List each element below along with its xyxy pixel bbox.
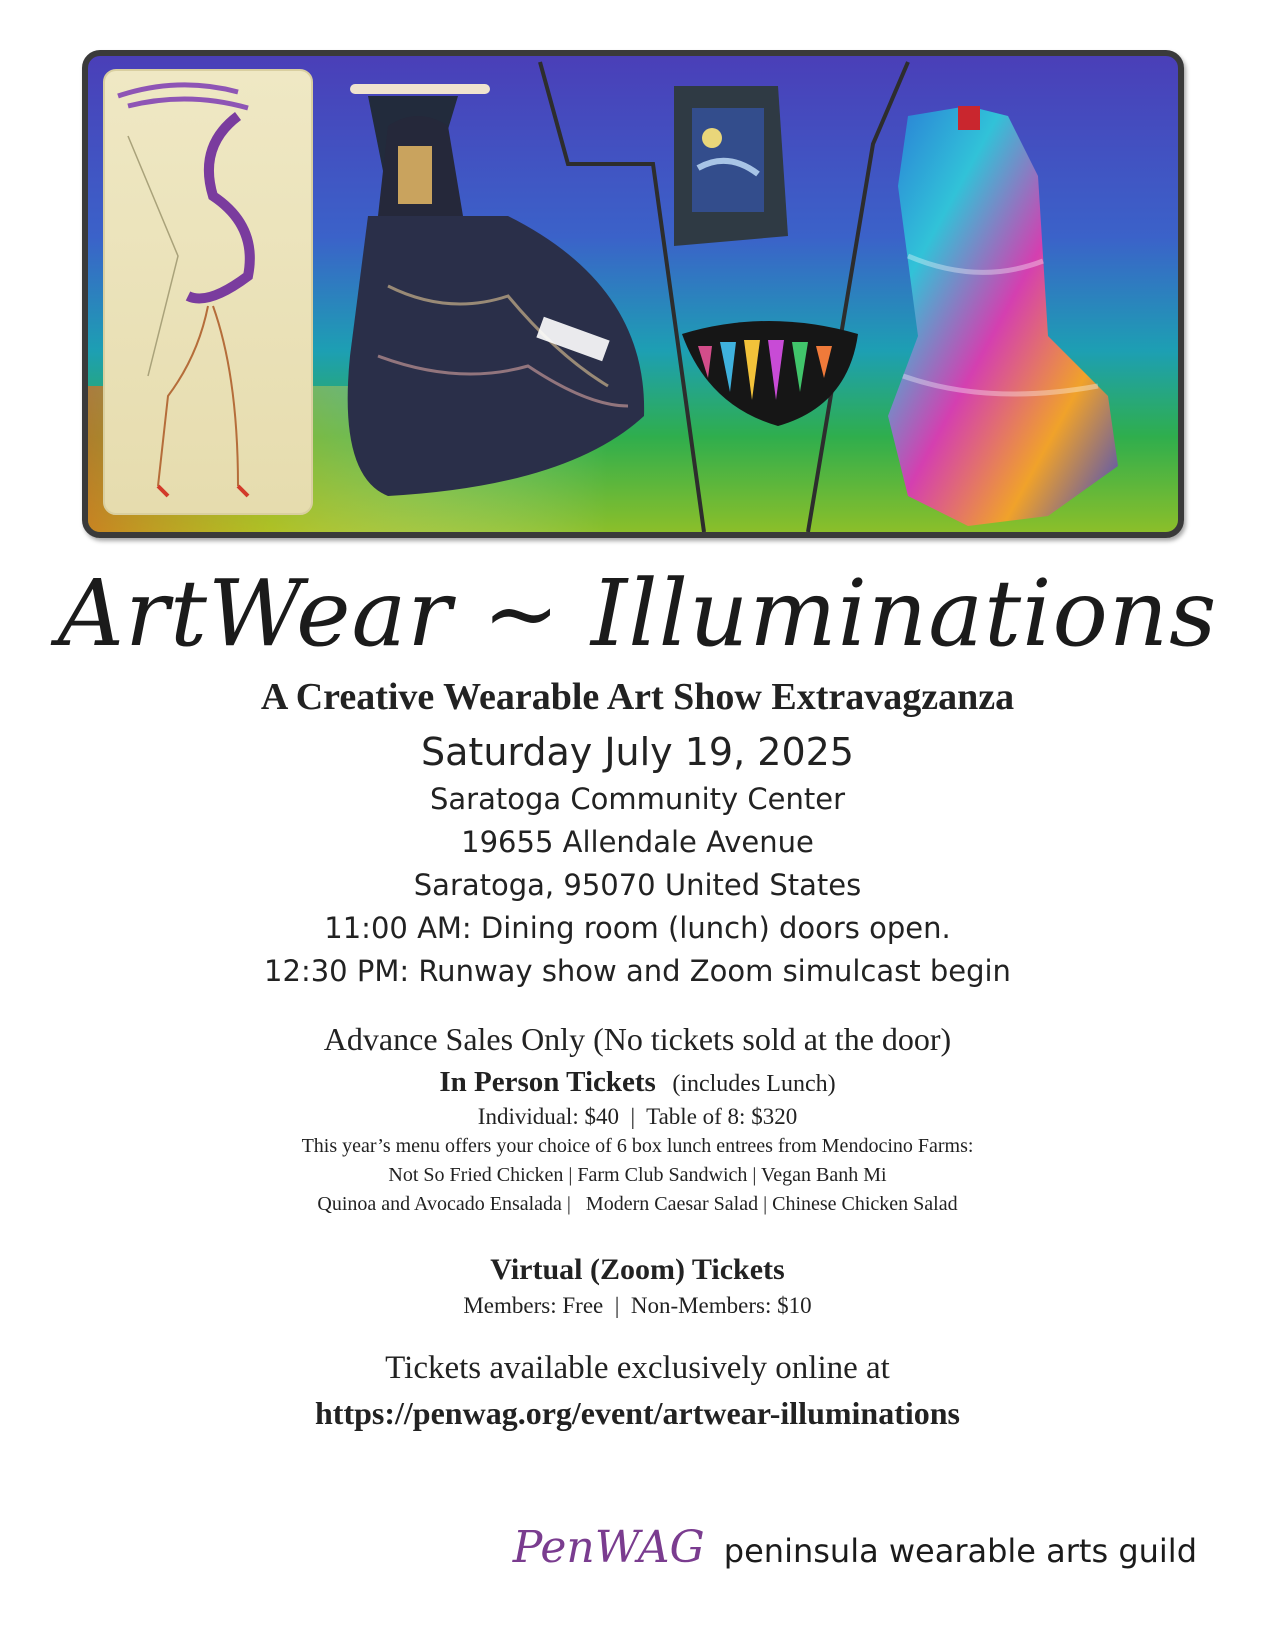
online-note: Tickets available exclusively online at [385,1350,890,1386]
venue-street: 19655 Allendale Avenue [461,825,814,859]
event-title: ArtWear ~ Illuminations [57,560,1218,667]
venue-name: Saratoga Community Center [429,782,846,816]
menu-intro: This year’s menu offers your choice of 6 box lunch entrees from Mendocino Farms: [301,1135,974,1157]
event-subtitle: A Creative Wearable Art Show Extravagzanza [260,676,1015,718]
divider-right [808,62,908,532]
banner-collage [88,56,1178,532]
penwag-logo: PenWAG [512,1522,705,1573]
virtual-prices: Members: Free | Non-Members: $10 [463,1293,812,1318]
coat-dress-panel [348,84,644,496]
guild-name: peninsula wearable arts guild [723,1532,1197,1570]
footer [513,1522,1197,1573]
advance-sales-note: Advance Sales Only (No tickets sold at the door) [323,1021,952,1057]
in-person-heading-line [0,1066,1275,1099]
in-person-heading: In Person Tickets [439,1066,656,1098]
hero-banner [82,50,1184,538]
virtual-heading: Virtual (Zoom) Tickets [490,1253,785,1286]
menu-line-2: Quinoa and Avocado Ensalada | Modern Caesar Salad | Chinese Chicken Salad [317,1193,958,1215]
fashion-sketch-panel [104,70,312,514]
starry-jacket-panel [674,86,788,246]
time-show: 12:30 PM: Runway show and Zoom simulcast begin [264,954,1011,988]
in-person-prices: Individual: $40 | Table of 8: $320 [477,1104,798,1129]
menu-line-1: Not So Fried Chicken | Farm Club Sandwich | Vegan Banh Mi [388,1164,887,1186]
ticket-url[interactable]: https://penwag.org/event/artwear-illuminations [315,1395,960,1431]
time-lunch: 11:00 AM: Dining room (lunch) doors open. [324,911,951,945]
venue-city: Saratoga, 95070 United States [413,868,862,902]
in-person-note: (includes Lunch) [672,1071,836,1097]
collar-panel [682,321,858,426]
patchwork-dress-panel [888,106,1118,526]
event-date: Saturday July 19, 2025 [421,730,854,774]
